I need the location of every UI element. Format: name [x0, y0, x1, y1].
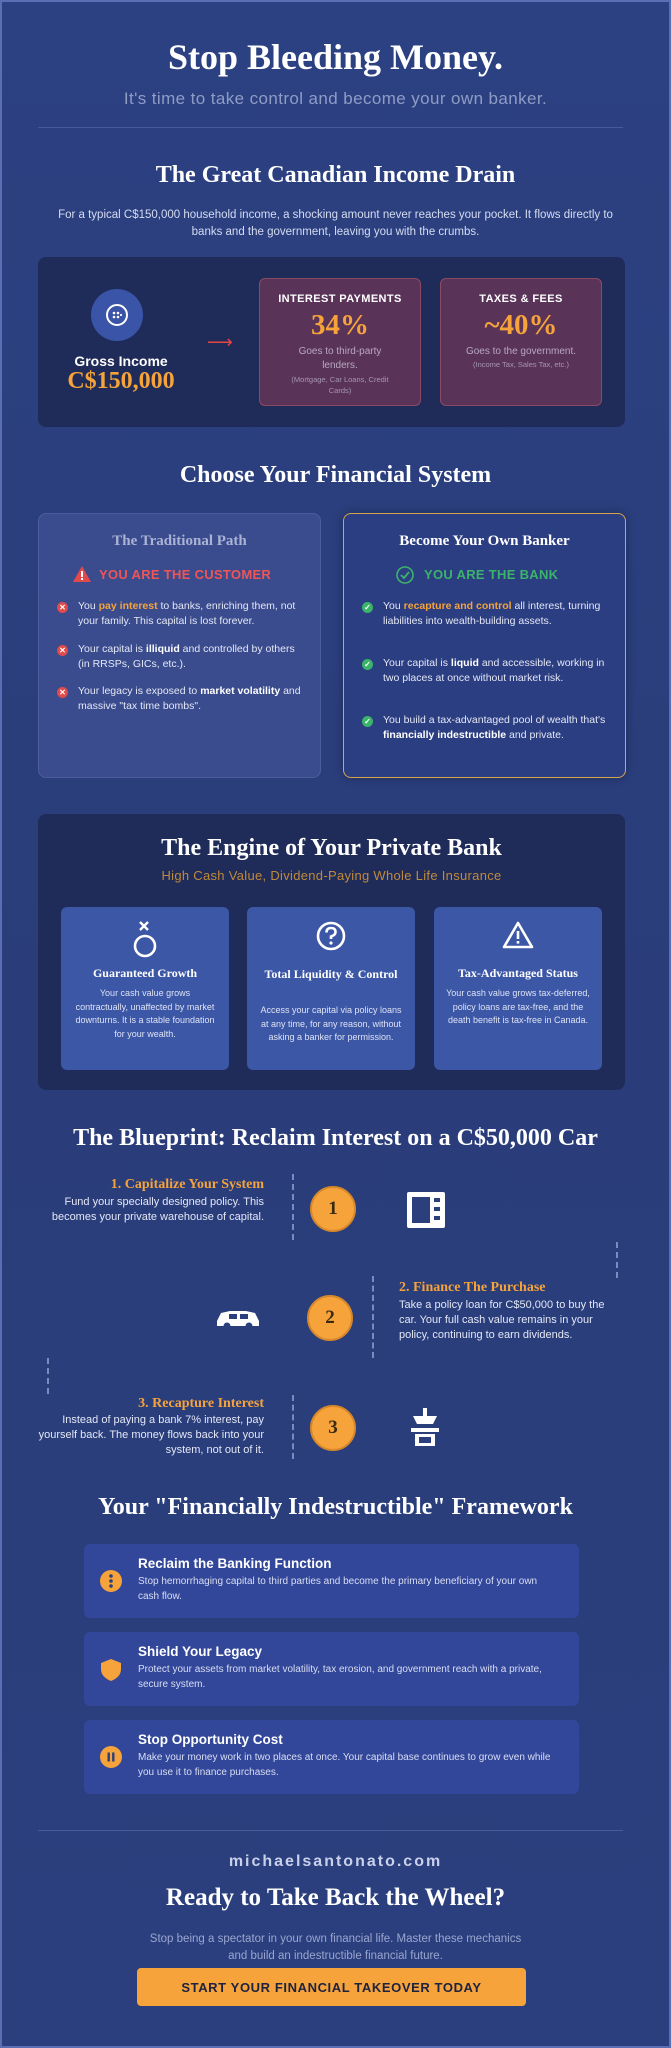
blueprint-title: The Blueprint: Reclaim Interest on a C$50,000 Car	[73, 1125, 598, 1151]
step-number: 1	[310, 1186, 356, 1232]
step-number: 2	[307, 1295, 353, 1341]
banker-item: Your capital is liquid and accessible, working in two places at once without market risk.	[383, 657, 605, 684]
drain-title: The Great Canadian Income Drain	[155, 162, 516, 188]
step-desc: Take a policy loan for C$50,000 to buy the car. Your full cash value remains in your policy, continuing to earn dividends.	[399, 1299, 605, 1341]
engine-subtitle: High Cash Value, Dividend-Paying Whole Life Insurance	[161, 868, 502, 883]
pause-icon	[100, 1746, 122, 1768]
feature-title: Total Liquidity & Control	[264, 967, 398, 981]
own-banker-card	[343, 513, 626, 778]
start-takeover-button[interactable]: START YOUR FINANCIAL TAKEOVER TODAY	[137, 1968, 526, 2006]
feature-desc: Your cash value grows tax-deferred, policy loans are tax-free, and the death benefit is tax-free in Canada.	[446, 988, 590, 1025]
framework-head: Stop Opportunity Cost	[138, 1732, 283, 1747]
divider	[38, 127, 623, 128]
taxes-card-title: TAXES & FEES	[479, 293, 563, 305]
framework-desc: Protect your assets from market volatility, tax erosion, and government reach with a private, secure system.	[138, 1664, 542, 1690]
question-icon	[316, 921, 346, 951]
taxes-card	[440, 278, 602, 406]
traditional-item: You pay interest to banks, enriching them, not your family. This capital is lost forever.	[78, 600, 296, 627]
traditional-item: Your legacy is exposed to market volatility and massive "tax time bombs".	[78, 685, 301, 712]
framework-card	[84, 1632, 579, 1706]
step-desc: Instead of paying a bank 7% interest, pay yourself back. The money flows back into your system, not out of it.	[38, 1414, 264, 1456]
framework-head: Reclaim the Banking Function	[138, 1556, 332, 1571]
dashed-line	[292, 1395, 294, 1459]
step-title: 1. Capitalize Your System	[110, 1177, 264, 1192]
banker-item: You recapture and control all interest, turning liabilities into wealth-building assets.	[383, 600, 601, 627]
site-url[interactable]: michaelsantonato.com	[228, 1853, 443, 1870]
feature-title: Tax-Advantaged Status	[458, 966, 578, 980]
engine-title: The Engine of Your Private Bank	[161, 835, 502, 861]
menu-dots-icon	[100, 1570, 122, 1592]
step-title: 2. Finance The Purchase	[399, 1280, 546, 1295]
interest-card-value: 34%	[311, 309, 369, 341]
own-banker-title: Become Your Own Banker	[399, 533, 570, 549]
traditional-path-title: The Traditional Path	[112, 533, 247, 549]
dashed-line	[47, 1358, 49, 1394]
x-icon: ✕	[57, 602, 68, 613]
interest-card-desc: Goes to third-party lenders.	[298, 346, 382, 371]
recycle-icon	[407, 1406, 443, 1448]
drain-intro: For a typical C$150,000 household income, a shocking amount never reaches your pocket. It flows directly to banks and the government, leaving you with the crumbs.	[58, 209, 613, 238]
step-number: 3	[310, 1405, 356, 1451]
warning-icon	[502, 921, 534, 949]
taxes-card-value: ~40%	[484, 309, 558, 341]
bank-badge: YOU ARE THE BANK	[424, 567, 559, 582]
feature-desc: Your cash value grows contractually, unaffected by market downturns. It is a stable foundation for your wealth.	[75, 988, 215, 1039]
dashed-line	[616, 1242, 618, 1278]
warning-icon	[73, 566, 91, 582]
shield-icon	[100, 1658, 122, 1682]
traditional-path-card	[38, 513, 321, 778]
framework-card	[84, 1544, 579, 1618]
arrow-right-icon: ⟶	[207, 332, 233, 352]
growth-icon	[131, 919, 159, 959]
divider	[38, 1830, 623, 1831]
step-desc: Fund your specially designed policy. This becomes your private warehouse of capital.	[51, 1196, 264, 1223]
interest-card-title: INTEREST PAYMENTS	[278, 293, 402, 305]
interest-card-note: (Mortgage, Car Loans, Credit Cards)	[291, 375, 389, 395]
check-icon: ✓	[362, 602, 373, 613]
system-title: Choose Your Financial System	[179, 462, 492, 488]
framework-title: Your "Financially Indestructible" Framework	[98, 1494, 573, 1520]
framework-card	[84, 1720, 579, 1794]
cta-subtitle: Stop being a spectator in your own financial life. Master these mechanics and build an indestructible financial future.	[149, 1933, 522, 1962]
framework-head: Shield Your Legacy	[138, 1644, 263, 1659]
feature-card-tax	[434, 907, 602, 1070]
feature-desc: Access your capital via policy loans at any time, for any reason, without asking a banker for permission.	[260, 1005, 402, 1042]
dashed-line	[372, 1276, 374, 1358]
feature-card-growth	[61, 907, 229, 1070]
hero-subtitle: It's time to take control and become your own banker.	[123, 89, 548, 108]
hero-title: Stop Bleeding Money.	[167, 37, 504, 77]
interest-card	[259, 278, 421, 406]
feature-card-liquidity	[247, 907, 415, 1070]
coin-icon	[105, 303, 129, 327]
cta-title: Ready to Take Back the Wheel?	[165, 1884, 506, 1911]
framework-desc: Make your money work in two places at once. Your capital base continues to grow even while you use it to finance purchases.	[138, 1752, 551, 1778]
customer-badge: YOU ARE THE CUSTOMER	[99, 567, 272, 582]
framework-desc: Stop hemorrhaging capital to third parties and become the primary beneficiary of your own cash flow.	[138, 1576, 538, 1602]
gross-income-value: C$150,000	[67, 368, 175, 394]
traditional-item: Your capital is illiquid and controlled by others (in RRSPs, GICs, etc.).	[78, 643, 295, 670]
x-icon: ✕	[57, 645, 68, 656]
taxes-card-desc: Goes to the government.	[465, 346, 577, 357]
dashed-line	[292, 1174, 294, 1240]
taxes-card-note: (Income Tax, Sales Tax, etc.)	[472, 360, 569, 369]
banker-item: You build a tax-advantaged pool of wealth that's financially indestructible and private.	[383, 714, 606, 741]
step-title: 3. Recapture Interest	[138, 1396, 264, 1411]
gross-income-label: Gross Income	[74, 353, 168, 369]
check-icon: ✓	[362, 716, 373, 727]
car-icon	[214, 1307, 262, 1329]
warehouse-icon	[405, 1190, 447, 1230]
x-icon: ✕	[57, 687, 68, 698]
check-circle-icon	[396, 566, 414, 584]
check-icon: ✓	[362, 659, 373, 670]
feature-title: Guaranteed Growth	[92, 966, 198, 980]
